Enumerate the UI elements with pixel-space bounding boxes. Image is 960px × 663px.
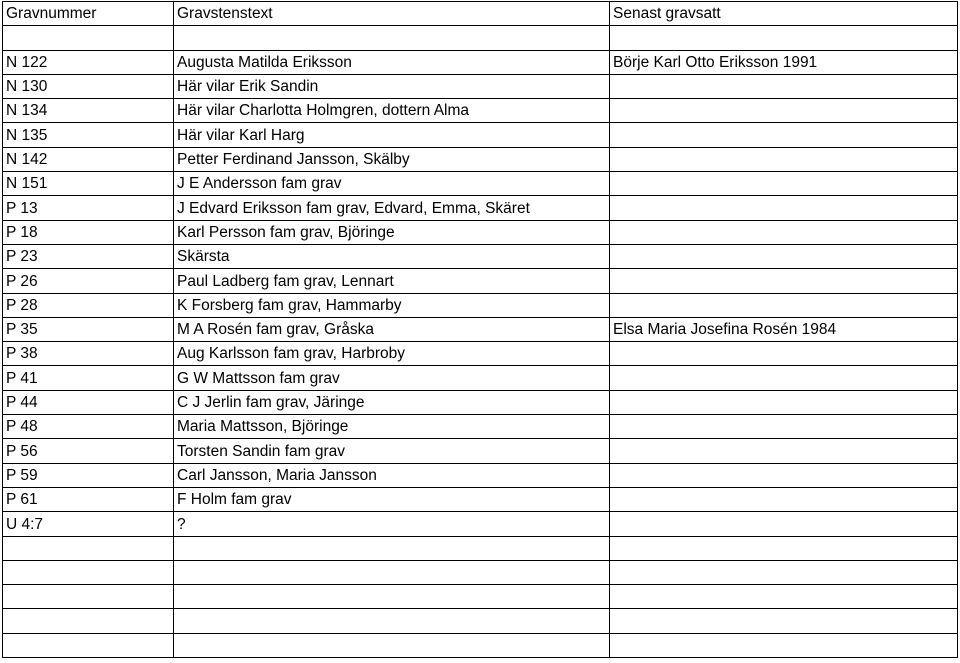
cell-senast-gravsatt[interactable]: [610, 123, 958, 147]
table-row: [3, 415, 958, 439]
cell-senast-gravsatt[interactable]: [610, 220, 958, 244]
table-row: [3, 512, 958, 536]
cell-gravnummer[interactable]: P 28: [3, 293, 174, 317]
cell-senast-gravsatt[interactable]: [610, 172, 958, 196]
cell-gravstenstext[interactable]: Här vilar Charlotta Holmgren, dottern Alma: [174, 99, 610, 123]
cell-gravnummer[interactable]: N 122: [3, 50, 174, 74]
cell-gravstenstext[interactable]: Här vilar Erik Sandin: [174, 74, 610, 98]
cell-gravstenstext[interactable]: Augusta Matilda Eriksson: [174, 50, 610, 74]
cell-gravnummer[interactable]: P 26: [3, 269, 174, 293]
cell-gravnummer[interactable]: P 48: [3, 415, 174, 439]
table-row: [3, 342, 958, 366]
table-row: [3, 390, 958, 414]
table-row: [3, 366, 958, 390]
header-senast-gravsatt[interactable]: Senast gravsatt: [610, 2, 958, 26]
cell-senast-gravsatt[interactable]: [610, 147, 958, 171]
cell-gravnummer[interactable]: P 41: [3, 366, 174, 390]
cell-senast-gravsatt[interactable]: [610, 487, 958, 511]
cell-gravstenstext[interactable]: Här vilar Karl Harg: [174, 123, 610, 147]
table-row: [3, 317, 958, 341]
table-row: [3, 560, 958, 584]
cell-senast-gravsatt[interactable]: Elsa Maria Josefina Rosén 1984: [610, 317, 958, 341]
cell-gravnummer[interactable]: P 23: [3, 244, 174, 268]
cell-senast-gravsatt[interactable]: [610, 293, 958, 317]
table-row: [3, 172, 958, 196]
table-row: [3, 26, 958, 50]
header-row: [3, 2, 958, 26]
table-row: [3, 536, 958, 560]
cell-gravstenstext[interactable]: J Edvard Eriksson fam grav, Edvard, Emma, Skäret: [174, 196, 610, 220]
table-row: [3, 196, 958, 220]
cell-gravnummer[interactable]: N 130: [3, 74, 174, 98]
cell-gravstenstext[interactable]: Maria Mattsson, Björinge: [174, 415, 610, 439]
cell-senast-gravsatt[interactable]: [610, 536, 958, 560]
cell-gravnummer[interactable]: [3, 536, 174, 560]
cell-gravnummer[interactable]: P 44: [3, 390, 174, 414]
cell-gravstenstext[interactable]: Torsten Sandin fam grav: [174, 439, 610, 463]
cell-gravstenstext[interactable]: Aug Karlsson fam grav, Harbroby: [174, 342, 610, 366]
table-row: [3, 633, 958, 657]
cell-gravnummer[interactable]: P 35: [3, 317, 174, 341]
cell-gravnummer[interactable]: [3, 609, 174, 633]
cell-gravnummer[interactable]: P 38: [3, 342, 174, 366]
cell-gravstenstext[interactable]: Petter Ferdinand Jansson, Skälby: [174, 147, 610, 171]
cell-senast-gravsatt[interactable]: [610, 74, 958, 98]
cell-senast-gravsatt[interactable]: [610, 342, 958, 366]
cell-gravnummer[interactable]: P 18: [3, 220, 174, 244]
cell-gravnummer[interactable]: U 4:7: [3, 512, 174, 536]
cell-senast-gravsatt[interactable]: [610, 439, 958, 463]
cell-senast-gravsatt[interactable]: [610, 512, 958, 536]
cell-gravstenstext[interactable]: [174, 536, 610, 560]
cell-senast-gravsatt[interactable]: [610, 269, 958, 293]
table-row: [3, 293, 958, 317]
table-row: [3, 463, 958, 487]
table-row: [3, 74, 958, 98]
table-row: [3, 99, 958, 123]
cell-gravstenstext[interactable]: [174, 560, 610, 584]
cell-gravstenstext[interactable]: G W Mattsson fam grav: [174, 366, 610, 390]
cell-gravnummer[interactable]: N 134: [3, 99, 174, 123]
header-gravnummer[interactable]: Gravnummer: [3, 2, 174, 26]
cell-senast-gravsatt[interactable]: [610, 99, 958, 123]
cell-senast-gravsatt[interactable]: [610, 560, 958, 584]
table-row: [3, 487, 958, 511]
table-row: [3, 439, 958, 463]
cell-gravnummer[interactable]: N 151: [3, 172, 174, 196]
table-row: [3, 123, 958, 147]
table-row: [3, 147, 958, 171]
cell-gravstenstext[interactable]: [174, 26, 610, 50]
cell-gravnummer[interactable]: [3, 560, 174, 584]
cell-gravstenstext[interactable]: Skärsta: [174, 244, 610, 268]
cell-gravstenstext[interactable]: F Holm fam grav: [174, 487, 610, 511]
cell-senast-gravsatt[interactable]: [610, 609, 958, 633]
cell-senast-gravsatt[interactable]: [610, 633, 958, 657]
cell-gravnummer[interactable]: P 13: [3, 196, 174, 220]
cell-gravstenstext[interactable]: [174, 585, 610, 609]
cell-gravnummer[interactable]: [3, 633, 174, 657]
table-row: [3, 269, 958, 293]
cell-gravstenstext[interactable]: M A Rosén fam grav, Gråska: [174, 317, 610, 341]
cell-gravstenstext[interactable]: K Forsberg fam grav, Hammarby: [174, 293, 610, 317]
cell-gravnummer[interactable]: N 142: [3, 147, 174, 171]
cell-senast-gravsatt[interactable]: [610, 26, 958, 50]
table-row: [3, 244, 958, 268]
cell-gravstenstext[interactable]: J E Andersson fam grav: [174, 172, 610, 196]
cell-senast-gravsatt[interactable]: [610, 196, 958, 220]
table-row: [3, 609, 958, 633]
cell-gravstenstext[interactable]: C J Jerlin fam grav, Järinge: [174, 390, 610, 414]
cell-gravnummer[interactable]: P 56: [3, 439, 174, 463]
cell-gravstenstext[interactable]: Karl Persson fam grav, Björinge: [174, 220, 610, 244]
cell-gravnummer[interactable]: N 135: [3, 123, 174, 147]
cell-gravnummer[interactable]: [3, 585, 174, 609]
cell-senast-gravsatt[interactable]: [610, 366, 958, 390]
cell-gravstenstext[interactable]: ?: [174, 512, 610, 536]
cell-senast-gravsatt[interactable]: [610, 390, 958, 414]
header-gravstenstext[interactable]: Gravstenstext: [174, 2, 610, 26]
cell-gravstenstext[interactable]: [174, 609, 610, 633]
table-row: [3, 220, 958, 244]
cell-senast-gravsatt[interactable]: [610, 415, 958, 439]
cell-senast-gravsatt[interactable]: Börje Karl Otto Eriksson 1991: [610, 50, 958, 74]
cell-senast-gravsatt[interactable]: [610, 244, 958, 268]
cell-gravstenstext[interactable]: [174, 633, 610, 657]
table-row: [3, 585, 958, 609]
cell-gravnummer[interactable]: P 61: [3, 487, 174, 511]
cell-gravstenstext[interactable]: Paul Ladberg fam grav, Lennart: [174, 269, 610, 293]
cell-gravstenstext[interactable]: Carl Jansson, Maria Jansson: [174, 463, 610, 487]
grave-register-table: [2, 1, 958, 658]
table-row: [3, 50, 958, 74]
cell-gravnummer[interactable]: [3, 26, 174, 50]
cell-senast-gravsatt[interactable]: [610, 463, 958, 487]
cell-senast-gravsatt[interactable]: [610, 585, 958, 609]
cell-gravnummer[interactable]: P 59: [3, 463, 174, 487]
